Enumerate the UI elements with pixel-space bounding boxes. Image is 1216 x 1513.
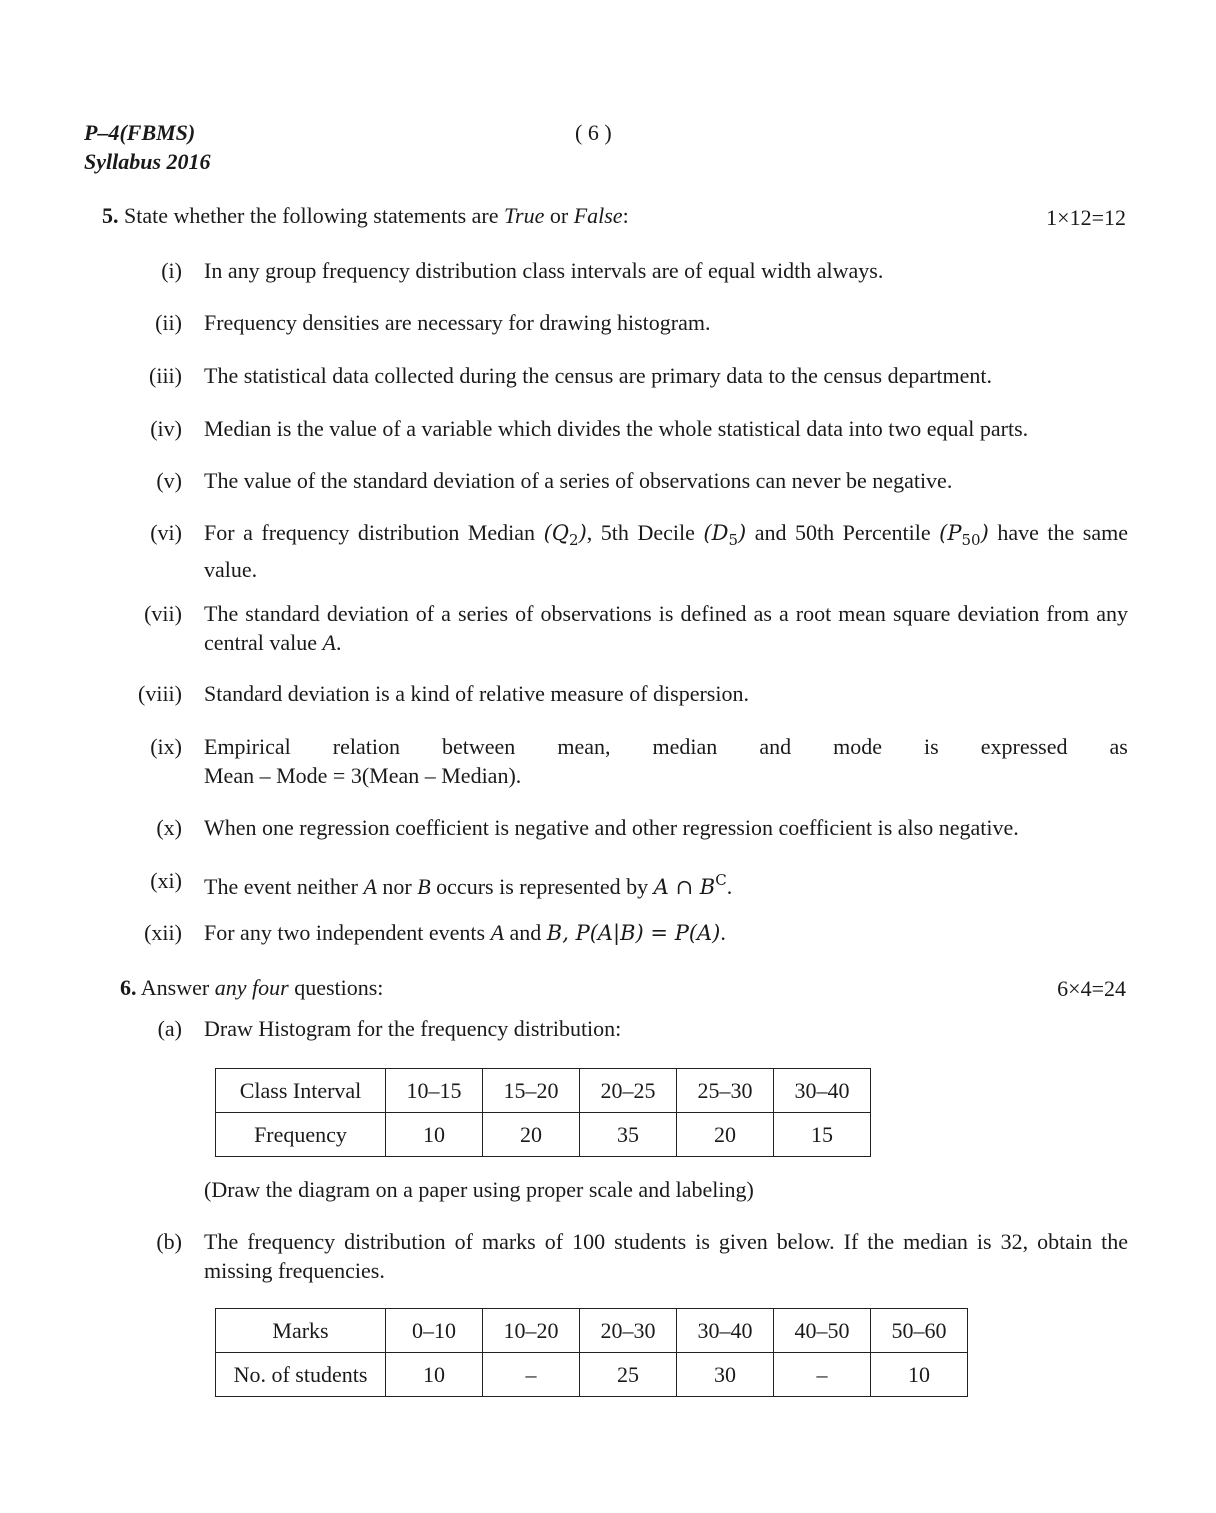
histogram-frequency-table: [215, 1068, 871, 1157]
item-text-c: and 50th Percentile: [754, 520, 931, 545]
q5-heading: [102, 203, 629, 229]
table-row: [216, 1069, 871, 1113]
part-text: The frequency distribution of marks of 100 students is given below. If the median is 32, obtain the missing frequencies.: [204, 1229, 1128, 1283]
item-number: (iv): [150, 416, 182, 441]
item-text: [204, 599, 1128, 657]
table-cell: 35: [580, 1113, 677, 1157]
item-number: (viii): [138, 681, 182, 706]
item-text: Median is the value of a variable which divides the whole statistical data into two equal parts.: [204, 416, 1029, 441]
item-text: [204, 732, 1128, 790]
word: mode: [833, 734, 883, 759]
syllabus-label: Syllabus 2016: [84, 149, 211, 174]
probability-expression: B, P(A|B) = P(A): [546, 921, 721, 945]
p-subscript: 50: [961, 531, 981, 549]
table-cell: 20–25: [580, 1069, 677, 1113]
q5-prompt-lead: State whether the following statements are: [124, 203, 499, 228]
table-cell: 10: [871, 1353, 968, 1397]
p-symbol: P: [947, 521, 962, 545]
word: between: [442, 734, 516, 759]
table-cell: 30–40: [774, 1069, 871, 1113]
table-cell: 30–40: [677, 1309, 774, 1353]
paper-code: P–4(FBMS): [84, 120, 196, 145]
item-text: The value of the standard deviation of a series of observations can never be negative.: [204, 468, 953, 493]
item-text-a: The event neither: [204, 874, 358, 899]
item-text-b: , 5th Decile: [586, 520, 695, 545]
word: median: [652, 734, 718, 759]
set-expression: [653, 871, 727, 899]
table-cell: 50–60: [871, 1309, 968, 1353]
word: relation: [332, 734, 400, 759]
part-a-note: (Draw the diagram on a paper using proper scale and labeling): [204, 1177, 754, 1202]
table-row: [216, 1309, 968, 1353]
table-cell: 30: [677, 1353, 774, 1397]
table-cell: 0–10: [386, 1309, 483, 1353]
q5-prompt-colon: :: [622, 203, 629, 228]
table-cell: –: [774, 1353, 871, 1397]
q5-marks: 1×12=12: [1046, 205, 1126, 230]
word: mean,: [557, 734, 611, 759]
table-cell: 20: [483, 1113, 580, 1157]
item-number: (vii): [144, 601, 182, 626]
table-cell: 15–20: [483, 1069, 580, 1113]
event-b: B: [417, 874, 431, 899]
q6-prompt-emph: any four: [214, 975, 289, 1000]
item-number: (ix): [150, 734, 182, 759]
page-number: ( 6 ): [575, 120, 612, 145]
expr: A ∩ B: [653, 875, 716, 899]
table-cell: 10–20: [483, 1309, 580, 1353]
q-subscript: 2: [569, 531, 579, 549]
q5-number: 5.: [102, 203, 119, 228]
variable-a: A: [322, 630, 336, 655]
word-and: and: [509, 920, 542, 945]
d-subscript: 5: [728, 531, 738, 549]
item-number: (xi): [150, 868, 182, 893]
percentile-symbol: $(P_{50})$: [939, 521, 989, 549]
d-symbol: D: [711, 521, 729, 545]
decile-symbol: $(D_5)$: [703, 521, 747, 549]
item-text: Standard deviation is a kind of relative measure of dispersion.: [204, 681, 749, 706]
word-nor: nor: [382, 874, 412, 899]
item-text: When one regression coefficient is negative and other regression coefficient is also negative.: [204, 815, 1019, 840]
part-text: Draw Histogram for the frequency distribution:: [204, 1016, 622, 1041]
table-row: [216, 1113, 871, 1157]
item-end: .: [720, 920, 726, 945]
item-number: (x): [156, 815, 182, 840]
item-number: (ii): [155, 310, 182, 335]
table-cell: 20–30: [580, 1309, 677, 1353]
item-text: [204, 918, 1128, 948]
table-cell: –: [483, 1353, 580, 1397]
table-cell: No. of students: [216, 1353, 386, 1397]
item-line-1: [204, 732, 1128, 761]
q6-prompt-lead: Answer: [140, 975, 210, 1000]
item-text-a: For any two independent events: [204, 920, 486, 945]
q5-prompt-or: or: [549, 203, 569, 228]
complement-sup: C: [715, 871, 727, 889]
q6-marks: 6×4=24: [1057, 976, 1126, 1001]
item-text-a: For a frequency distribution Median: [204, 520, 536, 545]
item-text-d: have the same value.: [204, 520, 1128, 582]
table-cell: 15: [774, 1113, 871, 1157]
word: Empirical: [204, 734, 291, 759]
table-cell: Frequency: [216, 1113, 386, 1157]
table-cell: 25–30: [677, 1069, 774, 1113]
event-a: A: [490, 920, 505, 945]
item-number: (i): [161, 258, 182, 283]
table-cell: 10–15: [386, 1069, 483, 1113]
part-label: (b): [156, 1229, 182, 1254]
q5-prompt-false: False: [573, 203, 623, 228]
table-cell: Class Interval: [216, 1069, 386, 1113]
q6-heading: [120, 975, 383, 1001]
item-line-2: Mean – Mode = 3(Mean – Median).: [204, 763, 522, 788]
item-text: [204, 866, 1128, 902]
item-text-b: occurs is represented by: [436, 874, 649, 899]
table-cell: 40–50: [774, 1309, 871, 1353]
item-end: .: [726, 874, 733, 899]
table-row: [216, 1353, 968, 1397]
q6-prompt-tail: questions:: [294, 975, 384, 1000]
item-number: (iii): [149, 363, 182, 388]
marks-frequency-table: [215, 1308, 968, 1397]
table-cell: Marks: [216, 1309, 386, 1353]
table-cell: 25: [580, 1353, 677, 1397]
table-cell: 10: [386, 1353, 483, 1397]
table-cell: 10: [386, 1113, 483, 1157]
item-text: [204, 518, 1128, 584]
header-left: [84, 118, 211, 176]
item-text: The statistical data collected during the census are primary data to the census department.: [204, 363, 993, 388]
median-symbol: $(Q_2)$: [543, 521, 587, 549]
item-text-main: The standard deviation of a series of observations is defined as a root mean square deviation from any central value: [204, 601, 1128, 655]
table-cell: 20: [677, 1113, 774, 1157]
q6-number: 6.: [120, 975, 137, 1000]
word: as: [1109, 734, 1128, 759]
event-a: A: [363, 874, 377, 899]
word: expressed: [980, 734, 1068, 759]
item-number: (xii): [144, 920, 182, 945]
word: and: [759, 734, 792, 759]
item-text: Frequency densities are necessary for drawing histogram.: [204, 310, 711, 335]
item-number: (v): [156, 468, 182, 493]
item-end: .: [335, 630, 342, 655]
part-label: (a): [157, 1016, 182, 1041]
item-text: In any group frequency distribution class intervals are of equal width always.: [204, 258, 884, 283]
q-symbol: Q: [551, 521, 570, 545]
q5-prompt-true: True: [504, 203, 545, 228]
word: is: [924, 734, 939, 759]
item-number: (vi): [150, 520, 182, 545]
